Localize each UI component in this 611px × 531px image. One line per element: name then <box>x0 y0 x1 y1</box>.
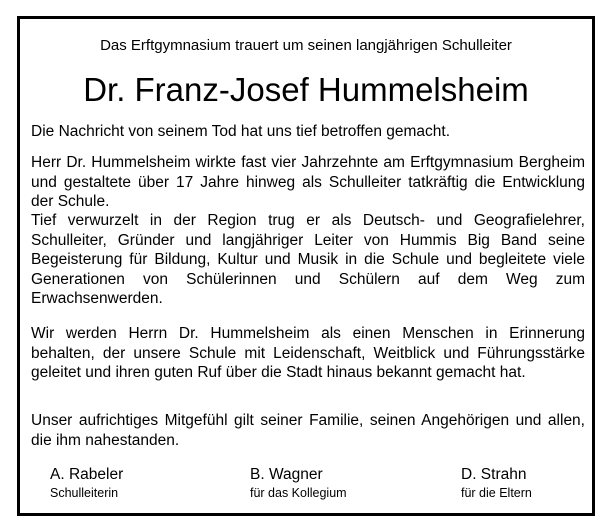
signer-name: A. Rabeler <box>50 466 124 483</box>
signer-role: für das Kollegium <box>250 486 347 500</box>
signer-role: Schulleiterin <box>50 486 119 500</box>
deceased-name: Dr. Franz-Josef Hummelsheim <box>83 71 529 108</box>
signer-role: für die Eltern <box>461 486 532 500</box>
obituary-notice <box>17 16 595 516</box>
signer-name: B. Wagner <box>250 466 323 483</box>
paragraph-sympathy: Unser aufrichtiges Mitgefühl gilt seiner Familie, seinen Angehörigen und allen, die ihm nahestanden. <box>31 412 585 449</box>
paragraph-roles: Tief verwurzelt in der Region trug er als Deutsch- und Geografielehrer, Schulleiter, Gründer und langjähriger Leiter von Hummis Big Band seine Begeisterung für Bildung, Kultur und Musik in die Schule und begleitete viele Generationen von Schülerinnen und Schülern auf dem Weg zum Erwachsenwerden. <box>31 212 585 307</box>
signer-name: D. Strahn <box>461 466 527 483</box>
notice-subtitle: Das Erftgymnasium trauert um seinen langjährigen Schulleiter <box>100 37 512 54</box>
signer-principal <box>50 465 210 501</box>
paragraph-career: Herr Dr. Hummelsheim wirkte fast vier Jahrzehnte am Erftgymnasium Bergheim und gestaltete über 17 Jahre hinweg als Schulleiter tatkräftig die Entwicklung der Schule. <box>31 154 585 210</box>
signer-parents <box>461 465 611 501</box>
paragraph-condolence-intro: Die Nachricht von seinem Tod hat uns tief betroffen gemacht. <box>31 123 451 140</box>
signer-staff <box>250 465 410 501</box>
paragraph-remembrance: Wir werden Herrn Dr. Hummelsheim als einen Menschen in Erinnerung behalten, der unsere Schule mit Leidenschaft, Weitblick und Führungsstärke geleitet und ihren guten Ruf über die Stadt hinaus bekannt gemacht hat. <box>31 325 585 381</box>
